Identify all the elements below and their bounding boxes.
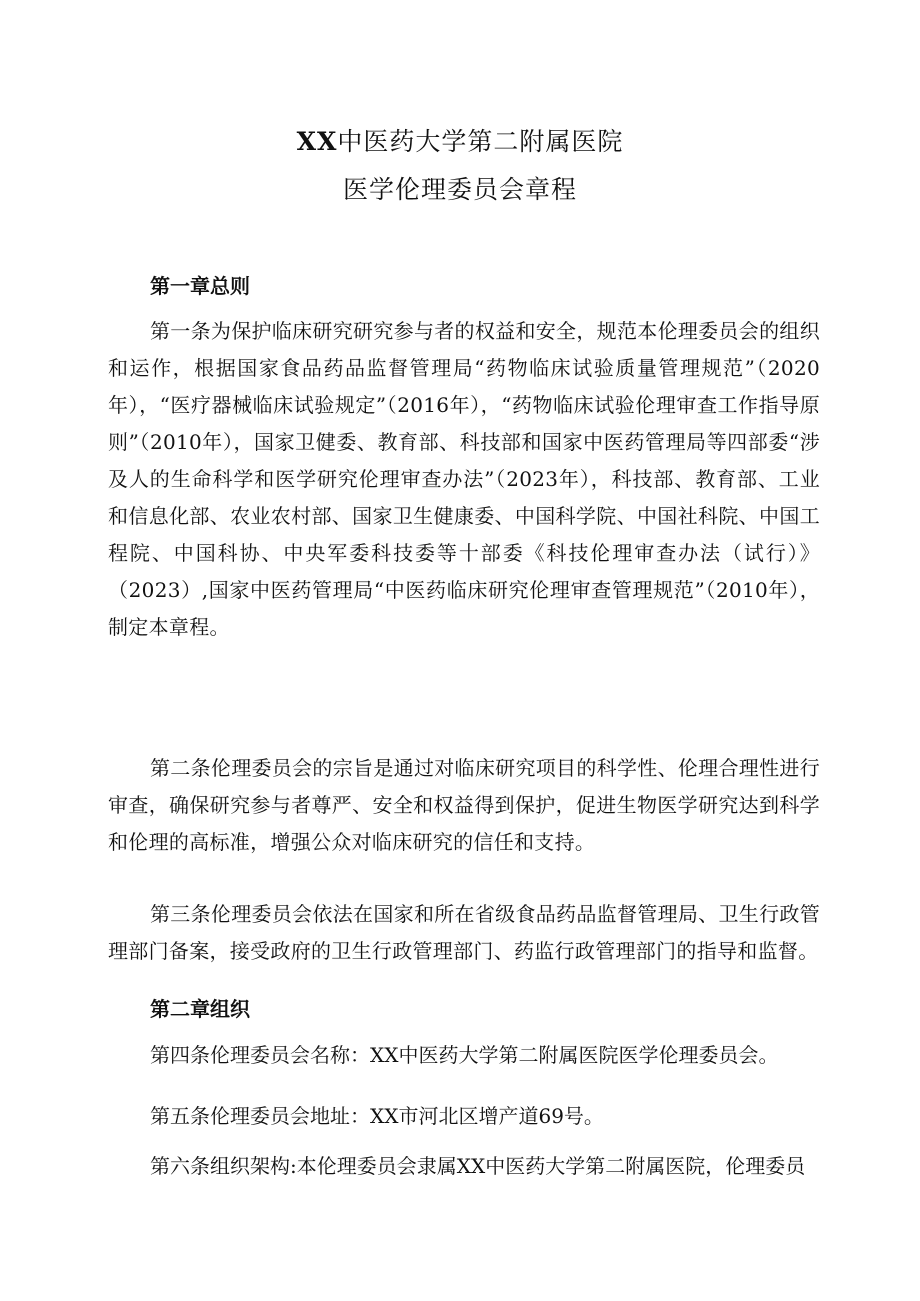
- article-3: 第三条伦理委员会依法在国家和所在省级食品药品监督管理局、卫生行政管理部门备案，接受政府的卫生行政管理部门、药监行政管理部门的指导和监督。: [108, 902, 820, 963]
- article-4: 第四条伦理委员会名称：XX中医药大学第二附属医院医学伦理委员会。: [150, 1043, 779, 1067]
- article-6: 第六条组织架构:本伦理委员会隶属XX中医药大学第二附属医院，伦理委员: [150, 1154, 806, 1178]
- article-2: 第二条伦理委员会的宗旨是通过对临床研究项目的科学性、伦理合理性进行审查，确保研究参与者尊严、安全和权益得到保护，促进生物医学研究达到科学和伦理的高标准，增强公众对临床研究的信任和支持。: [108, 756, 820, 854]
- chapter2-heading: 第二章组织: [150, 997, 250, 1021]
- title-line1-rest: 中医药大学第二附属医院: [337, 127, 624, 156]
- title-prefix: XX: [296, 127, 338, 156]
- document-title-line1: [0, 120, 920, 164]
- article-1: 第一条为保护临床研究研究参与者的权益和安全，规范本伦理委员会的组织和运作，根据国家食品药品监督管理局“药物临床试验质量管理规范”（2020年），“医疗器械临床试验规定”（2016年），“药物临床试验伦理审查工作指导原则”（2010年），国家卫健委、教育部、科技部和国家中医药管理局等四部委“涉及人的生命科学和医学研究伦理审查办法”（2023年），科技部、教育部、工业和信息化部、农业农村部、国家卫生健康委、中国科学院、中国社科院、中国工程院、中国科协、中央军委科技委等十部委《科技伦理审查办法（试行）》（2023）,国家中医药管理局“中医药临床研究伦理审查管理规范”（2010年），制定本章程。: [108, 319, 820, 639]
- article-5: 第五条伦理委员会地址：XX市河北区增产道69号。: [150, 1104, 604, 1128]
- chapter1-heading: 第一章总则: [150, 274, 250, 298]
- document-title-line2: 医学伦理委员会章程: [342, 175, 577, 204]
